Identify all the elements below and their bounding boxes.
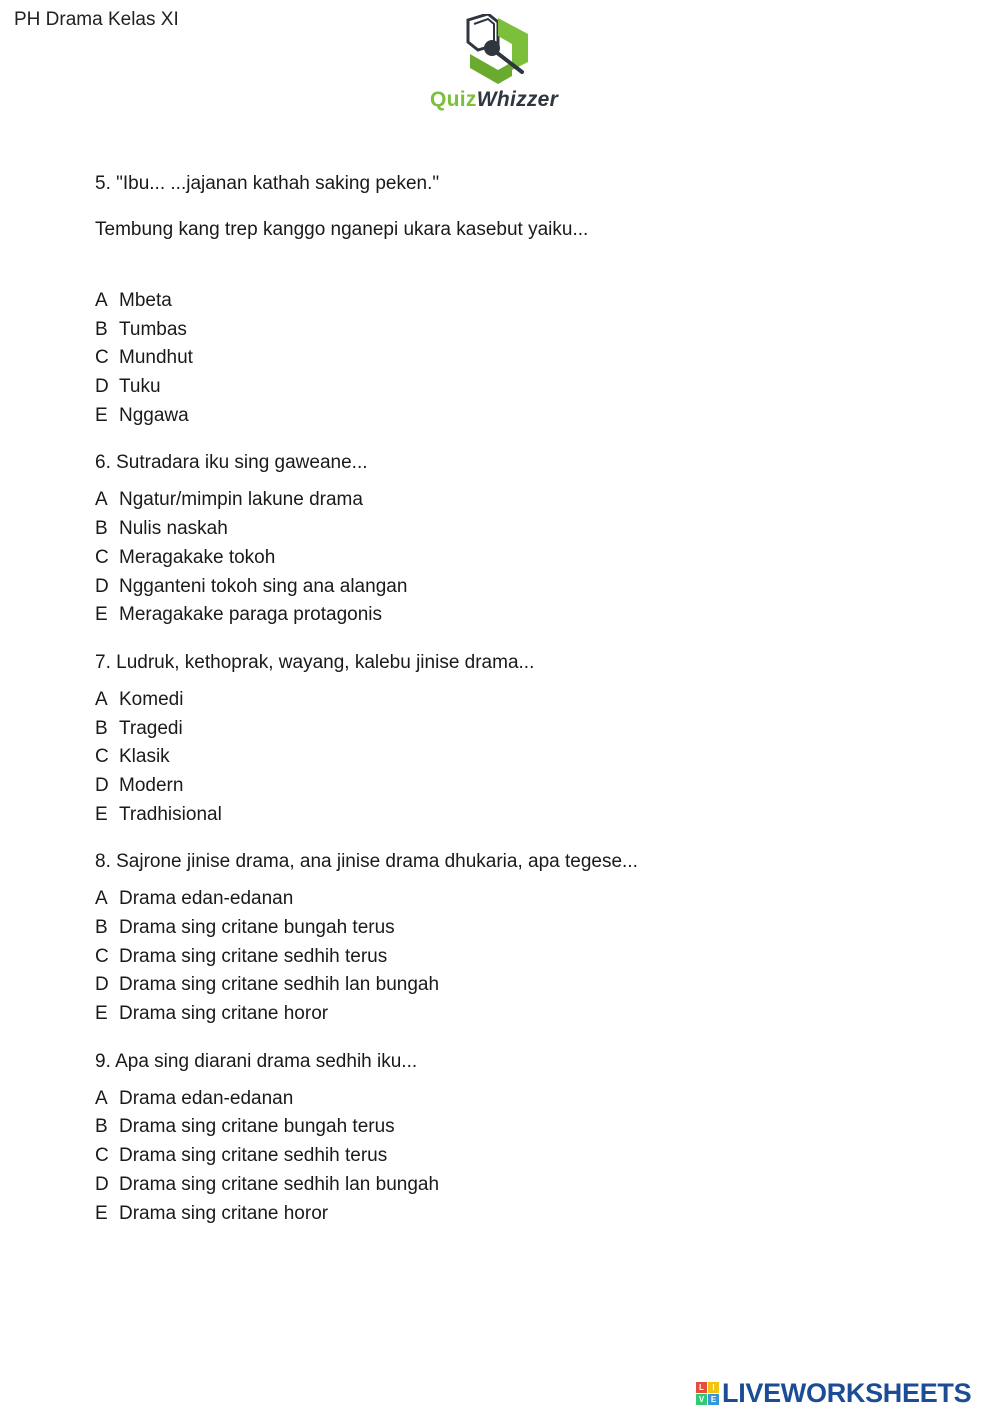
option-text: Drama sing critane sedhih terus: [119, 1145, 388, 1167]
option-a[interactable]: [95, 486, 955, 515]
option-letter: E: [95, 604, 108, 626]
badge-letter: V: [696, 1394, 707, 1405]
option-b[interactable]: [95, 515, 955, 544]
option-text: Drama sing critane sedhih lan bungah: [119, 974, 440, 996]
option-d[interactable]: [95, 971, 955, 1000]
option-letter: B: [95, 1116, 108, 1138]
option-text: Ngatur/mimpin lakune drama: [119, 489, 363, 511]
option-text: Drama edan-edanan: [119, 1087, 294, 1109]
option-e[interactable]: [95, 402, 955, 431]
badge-letter: I: [708, 1382, 719, 1393]
option-letter: B: [95, 917, 108, 938]
option-text: Tradhisional: [119, 803, 222, 825]
option-b[interactable]: [95, 914, 955, 943]
option-list: [95, 885, 955, 1028]
option-a[interactable]: [95, 885, 955, 914]
option-text: Drama sing critane bungah terus: [119, 1116, 395, 1138]
option-d[interactable]: [95, 373, 955, 402]
question-text: 9. Apa sing diarani drama sedhih iku...: [95, 1050, 418, 1072]
option-text: Drama sing critane horor: [119, 1003, 329, 1025]
liveworksheets-logo: [696, 1376, 996, 1410]
option-letter: B: [95, 318, 108, 340]
option-a[interactable]: [95, 1085, 955, 1114]
option-e[interactable]: [95, 601, 955, 630]
option-b[interactable]: [95, 1113, 955, 1142]
option-letter: E: [95, 1202, 108, 1224]
option-text: Komedi: [119, 688, 184, 710]
option-c[interactable]: [95, 344, 955, 373]
option-c[interactable]: [95, 743, 955, 772]
option-d[interactable]: [95, 1171, 955, 1200]
brand-name-whizzer: Whizzer: [476, 88, 559, 111]
option-d[interactable]: [95, 573, 955, 602]
option-e[interactable]: [95, 801, 955, 830]
option-text: Drama sing critane sedhih lan bungah: [119, 1173, 440, 1195]
question-7: [95, 649, 955, 829]
option-letter: D: [95, 575, 109, 597]
badge-letter: L: [696, 1382, 707, 1393]
liveworksheets-badge-icon: [696, 1382, 719, 1405]
option-letter: D: [95, 1173, 109, 1195]
option-list: [95, 287, 955, 430]
option-letter: C: [95, 1145, 109, 1167]
option-letter: E: [95, 803, 108, 825]
liveworksheets-text: LIVEWORKSHEETS: [722, 1377, 972, 1408]
option-text: Modern: [119, 774, 184, 796]
brand-name-quiz: Quiz: [430, 88, 477, 111]
option-a[interactable]: [95, 287, 955, 316]
option-text: Nulis naskah: [119, 518, 228, 540]
option-text: Mundhut: [119, 347, 193, 369]
option-letter: D: [95, 376, 109, 398]
quizwhizzer-cube-magnifier-icon: [462, 14, 534, 84]
option-letter: E: [95, 1003, 108, 1025]
brand-name: [430, 88, 558, 112]
option-list: [95, 1085, 955, 1228]
option-a[interactable]: [95, 686, 955, 715]
option-letter: D: [95, 974, 109, 996]
option-letter: C: [95, 746, 109, 768]
option-text: Drama sing critane horor: [119, 1202, 329, 1224]
question-subtext: Tembung kang trep kanggo nganepi ukara kasebut yaiku...: [95, 219, 589, 240]
question-text: 5. "Ibu... ...jajanan kathah saking peken.": [95, 173, 440, 194]
option-text: Ngganteni tokoh sing ana alangan: [119, 575, 408, 597]
option-text: Tuku: [119, 376, 161, 398]
option-b[interactable]: [95, 715, 955, 744]
option-letter: A: [95, 1087, 108, 1109]
option-text: Meragakake paraga protagonis: [119, 604, 383, 626]
option-list: [95, 486, 955, 629]
document-title: PH Drama Kelas XI: [14, 9, 179, 30]
question-text: 7. Ludruk, kethoprak, wayang, kalebu jinise drama...: [95, 651, 535, 673]
option-c[interactable]: [95, 1142, 955, 1171]
question-text: 8. Sajrone jinise drama, ana jinise drama dhukaria, apa tegese...: [95, 851, 638, 873]
option-text: Drama sing critane sedhih terus: [119, 945, 388, 967]
question-6: [95, 449, 955, 629]
option-letter: C: [95, 347, 109, 369]
option-text: Drama sing critane bungah terus: [119, 917, 395, 938]
option-e[interactable]: [95, 1000, 955, 1029]
option-letter: A: [95, 688, 108, 710]
question-5: [95, 170, 955, 430]
option-letter: A: [95, 489, 108, 511]
option-c[interactable]: [95, 943, 955, 972]
option-text: Meragakake tokoh: [119, 546, 276, 568]
quiz-content: [95, 170, 955, 1228]
option-text: Nggawa: [119, 404, 189, 426]
option-letter: C: [95, 546, 109, 568]
option-b[interactable]: [95, 316, 955, 345]
option-letter: B: [95, 518, 108, 540]
option-text: Tragedi: [119, 717, 183, 739]
option-letter: A: [95, 888, 108, 910]
question-8: [95, 848, 955, 1028]
option-letter: D: [95, 774, 109, 796]
option-c[interactable]: [95, 544, 955, 573]
badge-letter: E: [708, 1394, 719, 1405]
option-letter: E: [95, 404, 108, 426]
question-9: [95, 1048, 955, 1228]
question-text: 6. Sutradara iku sing gaweane...: [95, 452, 368, 474]
option-d[interactable]: [95, 772, 955, 801]
option-e[interactable]: [95, 1200, 955, 1229]
option-letter: B: [95, 717, 108, 739]
option-letter: C: [95, 945, 109, 967]
quizwhizzer-logo: [426, 12, 576, 116]
option-text: Drama edan-edanan: [119, 888, 294, 910]
option-letter: A: [95, 290, 108, 311]
option-text: Tumbas: [119, 318, 187, 340]
option-text: Mbeta: [119, 290, 172, 311]
option-list: [95, 686, 955, 829]
option-text: Klasik: [119, 746, 170, 768]
